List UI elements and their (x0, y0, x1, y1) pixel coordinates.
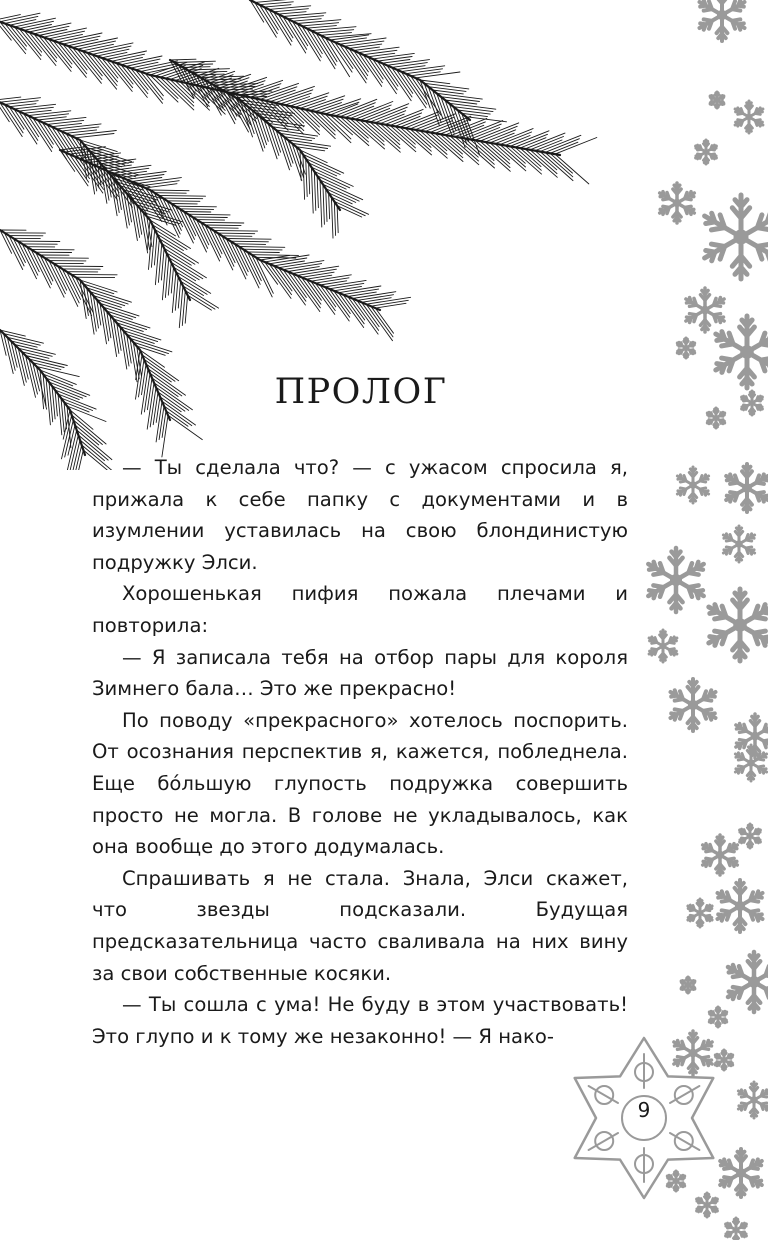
snowflake-icon (735, 101, 763, 133)
paragraph-1: — Ты сделала что? — с ужасом спросила я, прижала к себе папку с документами и в изумлении уставилась на свою блондинистую подружку Элси. (92, 456, 628, 574)
chapter-title: ПРОЛОГ (274, 372, 448, 412)
snowflake-icon (728, 952, 768, 1012)
paragraph-4: По поводу «прекрасного» хотелось поспорить. От осознания перспектив я, кажется, побледнела. Еще бóльшую глупость подружка совершить просто не могла. В голове не укладывалось, как она вообще до этого додумалась. (92, 708, 628, 859)
snowflake-icon (710, 92, 724, 108)
snowflake-icon (671, 679, 716, 731)
body-text (92, 452, 628, 1052)
paragraph-6: — Ты сошла с ума! Не буду в этом участвовать! Это глупо и к тому же незаконно! — Я нако- (92, 993, 628, 1048)
snowflake-icon (709, 589, 768, 661)
snowflake-icon (720, 1149, 762, 1197)
snowflake-icon (667, 1171, 684, 1191)
snowflake-icon (705, 195, 768, 279)
paragraph-2: Хорошенькая пифия пожала плечами и повторила: (92, 582, 628, 637)
snowflake-icon (723, 526, 754, 562)
snowflake-icon (738, 1082, 768, 1118)
snowflake-icon (681, 977, 695, 993)
snowflake-icon (715, 1050, 732, 1070)
snowflake-icon (677, 467, 708, 503)
snowflake-icon (740, 824, 761, 848)
snowflake-icon (688, 899, 712, 927)
snowflake-icon (726, 1218, 747, 1240)
snowflake-icon (660, 183, 695, 223)
snowflake-icon (735, 745, 766, 781)
snowflake-icon (700, 0, 745, 41)
snowflake-icon (742, 391, 763, 415)
snowflake-icon (674, 1031, 712, 1075)
snowflake-icon (648, 548, 703, 612)
snowflake-icon (697, 1193, 718, 1217)
page-number: 9 (637, 1098, 651, 1122)
paragraph-5: Спрашивать я не стала. Знала, Элси скажет, что звезды подсказали. Будущая предсказательница часто сваливала на них вину за свои собственные косяки. (92, 866, 628, 985)
snowflake-icon (718, 880, 763, 932)
snowflake-icon (686, 288, 724, 332)
snowflake-icon (677, 338, 694, 358)
snowflake-icon (716, 316, 768, 388)
snowflake-icon (696, 140, 717, 164)
snowflake-icon (703, 835, 738, 875)
snowflake-icon (649, 630, 677, 662)
snowflake-icon (709, 1007, 726, 1027)
snowflake-icon (726, 464, 768, 512)
paragraph-3: — Я записала тебя на отбор пары для короля Зимнего бала… Это же прекрасно! (92, 645, 628, 701)
